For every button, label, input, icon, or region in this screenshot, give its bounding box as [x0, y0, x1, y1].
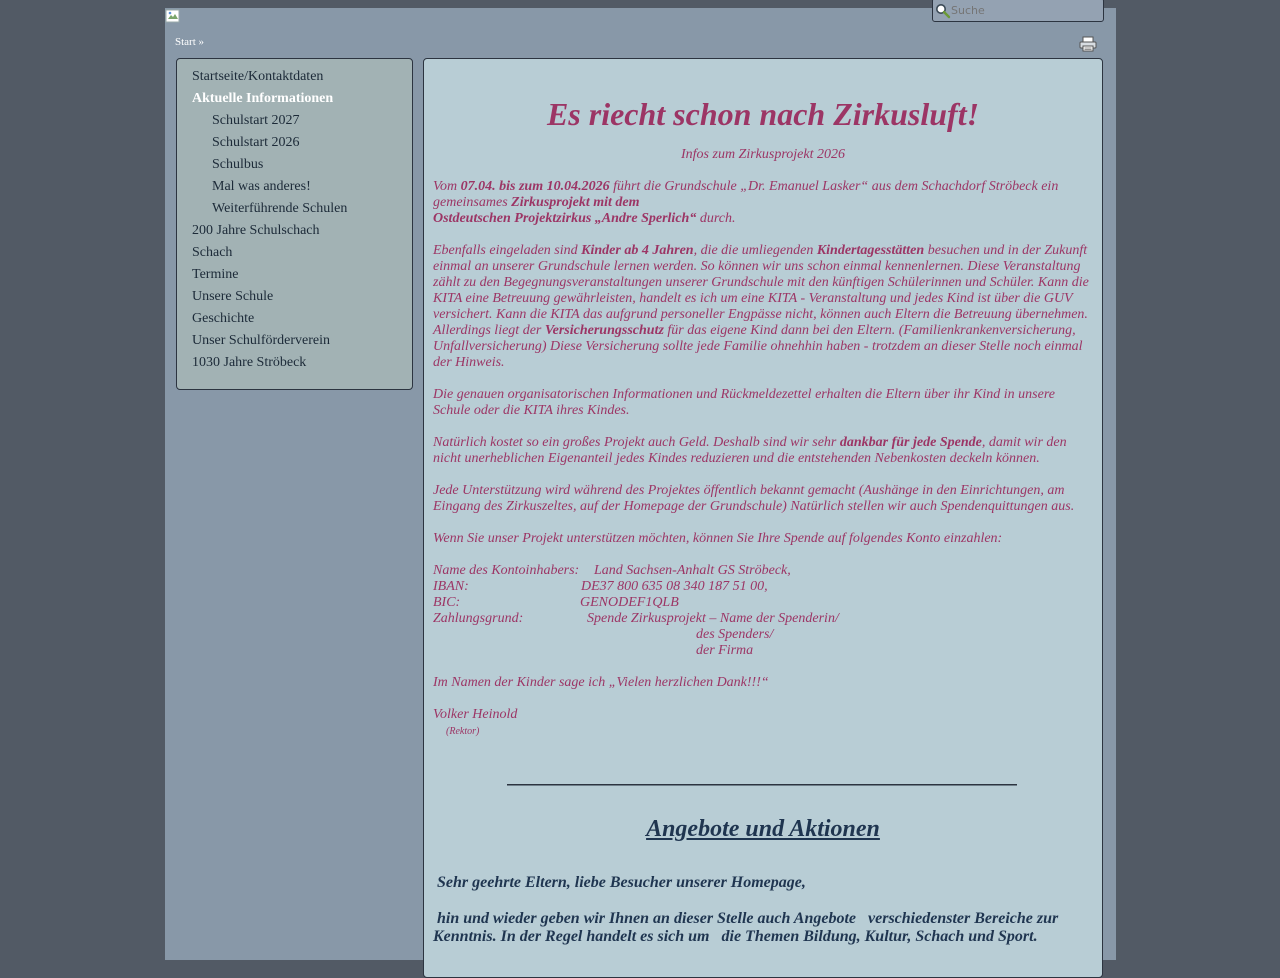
sidebar-item-schulstart-2026[interactable]: Schulstart 2026 [212, 135, 300, 150]
section-intro-text: hin und wieder geben wir Ihnen an dieser Stelle auch Angebote verschiedenster Bereiche zur Kenntnis. In der Regel handelt es sich um die Themen Bildung, Kultur, Schach und Sport. [433, 910, 1063, 945]
payment-reason-label: Zahlungsgrund: [433, 611, 524, 626]
sidebar-item-unsere-schule[interactable]: Unsere Schule [192, 289, 274, 304]
signature-role: (Rektor) [446, 726, 480, 737]
sidebar-item-schulstart-2027[interactable]: Schulstart 2027 [212, 113, 300, 128]
paragraph-kita: Ebenfalls eingeladen sind Kinder ab 4 Jahren, die die umliegenden Kindertagesstätten besuchen und in der Zukunft einmal an unserer Grundschule lernen werden. So können wir uns schon einmal kennenlernen. Diese Veranstaltung zählt zu den Begegnungsveranstaltungen unserer Grundschule mit den künftigen Schülerinnen und Schüler. Kann die KITA eine Betreuung gewährleisten, handelt es ich um eine KITA - Veranstaltung und jedes Kind ist über die GUV versichert. Kann die KITA das aufgrund personeller Engpässe nicht, können auch Eltern die Betreuung übernehmen. Allerdings liegt der Versicherungsschutz für das eigene Kind dann bei den Eltern. (Familienkrankenversicherung, Unfallversicherung) Diese Versicherung sollte jede Familie ohnehhin haben - trotzdem an dieser Stelle noch einmal der Hinweis. [433, 243, 1089, 370]
paragraph-thanks: Im Namen der Kinder sage ich „Vielen herzlichen Dank!!!“ [433, 675, 769, 690]
search-input[interactable] [951, 3, 1099, 17]
sidebar-item-schulbus[interactable]: Schulbus [212, 157, 264, 172]
search-box[interactable] [932, 0, 1104, 22]
sidebar-item-termine[interactable]: Termine [192, 267, 239, 282]
section-greeting: Sehr geehrte Eltern, liebe Besucher unserer Homepage, [433, 874, 806, 891]
sidebar-item-200-jahre-schulschach[interactable]: 200 Jahre Schulschach [192, 223, 320, 238]
sidebar-item-startseite[interactable]: Startseite/Kontaktdaten [192, 69, 324, 84]
account-owner-value: Land Sachsen-Anhalt GS Ströbeck, [594, 563, 791, 578]
sidebar-item-geschichte[interactable]: Geschichte [192, 311, 255, 326]
sidebar-item-aktuelle-informationen[interactable]: Aktuelle Informationen [192, 91, 334, 106]
section-title-angebote: Angebote und Aktionen [646, 816, 880, 842]
sidebar-item-schulfoerderverein[interactable]: Unser Schulförderverein [192, 333, 331, 348]
iban-value: DE37 800 635 08 340 187 51 00, [581, 579, 768, 594]
iban-label: IBAN: [433, 579, 469, 594]
paragraph-organisation: Die genauen organisatorischen Informationen und Rückmeldezettel erhalten die Eltern über ihr Kind in unsere Schule oder die KITA ihres Kindes. [433, 387, 1055, 418]
sidebar-item-1030-jahre-stroebeck[interactable]: 1030 Jahre Ströbeck [192, 355, 307, 370]
bic-label: BIC: [433, 595, 461, 610]
paragraph-account-intro: Wenn Sie unser Projekt unterstützen möchten, können Sie Ihre Spende auf folgendes Konto einzahlen: [433, 531, 1003, 546]
sidebar-item-mal-was-anderes[interactable]: Mal was anderes! [212, 179, 311, 194]
payment-reason-value-line1: Spende Zirkusprojekt – Name der Spenderin/ [587, 611, 839, 626]
breadcrumb-start-link[interactable]: Start » [175, 36, 205, 48]
print-icon[interactable] [1079, 36, 1097, 52]
broken-image-icon [165, 8, 181, 22]
article-subtitle: Infos zum Zirkusprojekt 2026 [681, 147, 845, 162]
payment-reason-value-line3: der Firma [696, 643, 754, 658]
article-title: Es riecht schon nach Zirkusluft! [546, 96, 980, 132]
paragraph-dates: Vom 07.04. bis zum 10.04.2026 führt die Grundschule „Dr. Emanuel Lasker“ aus dem Schachdorf Ströbeck ein gemeinsames Zirkusprojekt mit dem Ostdeutschen Projektzirkus „Andre Sperlich“ durch. [433, 179, 1059, 226]
section-divider [507, 784, 1017, 786]
page-frame [165, 8, 1116, 960]
signature-name: Volker Heinold [433, 707, 518, 722]
payment-reason-value-line2: des Spenders/ [696, 627, 774, 642]
breadcrumb [175, 36, 204, 48]
paragraph-donation: Natürlich kostet so ein großes Projekt auch Geld. Deshalb sind wir sehr dankbar für jede Spende, damit wir den nicht unerheblichen Eigenanteil jedes Kindes reduzieren und die entstehenden Nebenkosten deckeln können. [433, 435, 1067, 466]
sidebar-item-schach[interactable]: Schach [192, 245, 233, 260]
sidebar-menu [176, 58, 413, 390]
main-content [423, 58, 1103, 978]
sidebar-item-weiterfuehrende-schulen[interactable]: Weiterführende Schulen [212, 201, 348, 216]
account-owner-label: Name des Kontoinhabers: [433, 563, 580, 578]
search-icon[interactable] [935, 3, 951, 19]
bic-value: GENODEF1QLB [580, 595, 679, 610]
paragraph-support: Jede Unterstützung wird während des Projektes öffentlich bekannt gemacht (Aushänge in den Einrichtungen, am Eingang des Zirkuszeltes, auf der Homepage der Grundschule) Natürlich stellen wir auch Spendenquittungen aus. [433, 483, 1075, 514]
